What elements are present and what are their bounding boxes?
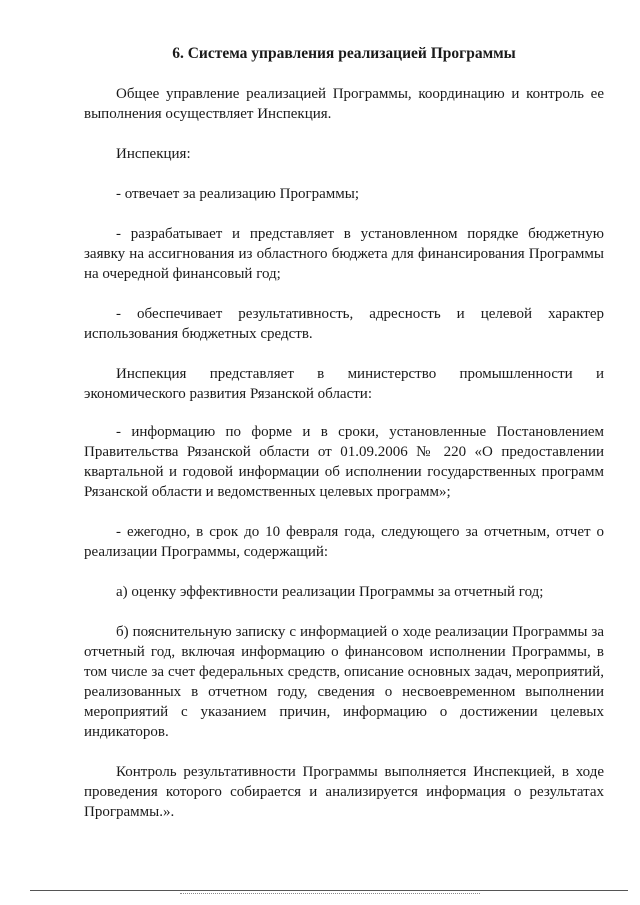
- section-title: 6. Система управления реализацией Программы: [172, 45, 516, 62]
- paragraph-item-b: б) пояснительную записку с информацией о ходе реализации Программы за отчетный год, включая информацию о финансовом исполнении Программы, в том числе за счет федеральных средств, описание основных задач, мероприятий, реализованных в отчетном году, сведения о несвоевременном выполнении мероприятий с указанием причин, информацию о достижении целевых индикаторов.: [84, 624, 604, 740]
- page-bottom-dotted-rule: [180, 893, 480, 894]
- paragraph-responsible: - отвечает за реализацию Программы;: [116, 186, 359, 202]
- paragraph-annual-report: - ежегодно, в срок до 10 февраля года, следующего за отчетным, отчет о реализации Программы, содержащий:: [84, 524, 604, 560]
- paragraph-control: Контроль результативности Программы выполняется Инспекцией, в ходе проведения которого собирается и анализируется информация о результатах Программы.».: [84, 764, 604, 820]
- paragraph-inspection-label: Инспекция:: [116, 146, 191, 162]
- paragraph-information-form: - информацию по форме и в сроки, установленные Постановлением Правительства Рязанской области от 01.09.2006 № 220 «О предоставлении квартальной и годовой информации об исполнении государственных программ Рязанской области и ведомственных целевых программ»;: [84, 424, 604, 500]
- paragraph-effectiveness: - обеспечивает результативность, адресность и целевой характер использования бюджетных средств.: [84, 306, 604, 342]
- paragraph-inspection-reports-line2: экономического развития Рязанской области:: [84, 386, 372, 402]
- paragraph-item-a: а) оценку эффективности реализации Программы за отчетный год;: [116, 584, 544, 600]
- paragraph-budget-request: - разрабатывает и представляет в установленном порядке бюджетную заявку на ассигнования из областного бюджета для финансирования Программы на очередной финансовый год;: [84, 226, 604, 282]
- document-page: [84, 44, 604, 842]
- paragraph-general-management: Общее управление реализацией Программы, координацию и контроль ее выполнения осуществляет Инспекция.: [84, 86, 604, 122]
- page-bottom-rule: [30, 890, 628, 891]
- paragraph-inspection-reports-line1: Инспекция представляет в министерство промышленности и: [116, 366, 604, 382]
